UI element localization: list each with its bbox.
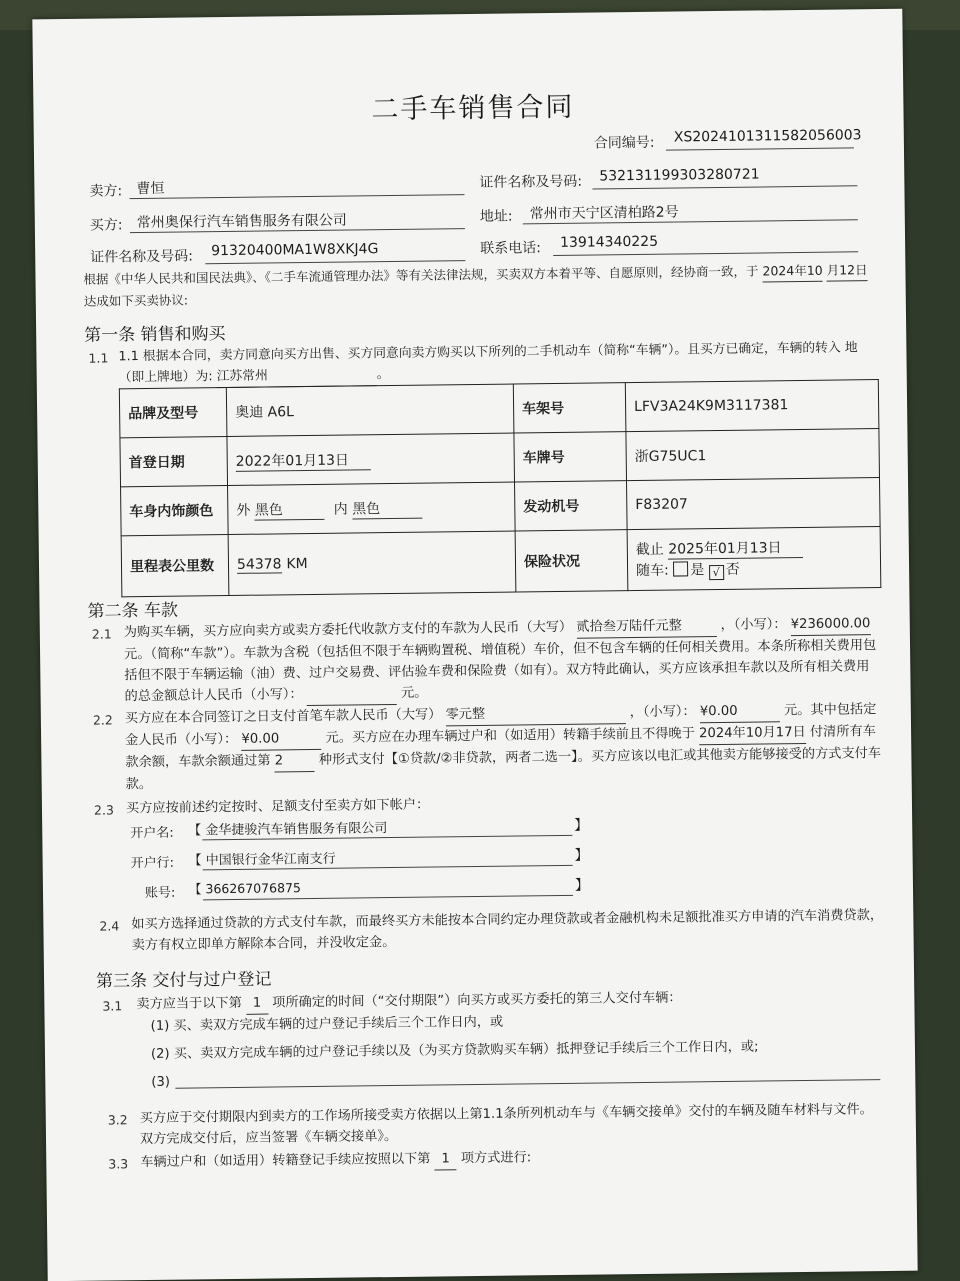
clause-3-1-option-2: (2) 买、卖双方完成车辆的过户登记手续以及（为买方贷款购买车辆）抵押登记手续后三个工作日内，或; [150,1039,759,1062]
account-no-field: 【 366267076875 [188,880,301,897]
clause-2-1-a: 为购买车辆，买方应向卖方或卖方委托代收款方支付的车款为人民币（大写） [123,619,573,641]
transfer-item: 1 [434,1148,456,1170]
clause-2-1-b: ，（小写）： [720,617,787,633]
underline [175,1079,880,1089]
interior-label: 内 [333,501,348,518]
clause-number: 2.2 [92,712,113,728]
underline [553,251,858,256]
clause-2-4: 如买方选择通过贷款的方式支付车款，而最终买方未能按本合同约定办理贷款或者金融机构未足额批准买方申请的汽车消费贷款，卖方有权立即单方解除本合同，并没收定金。 [131,908,884,954]
phone: 13914340225 [559,233,659,251]
vin-label: 车架号 [513,383,626,433]
clause-number: 3.3 [108,1156,129,1172]
mileage-cell [228,531,516,596]
insurance-follow-label: 随车: [636,562,669,580]
reg-date-label: 首登日期 [120,437,228,487]
account-bank: 中国银行金华江南支行 [205,851,336,869]
clause-number: 3.2 [107,1112,128,1128]
account-no: 366267076875 [205,880,301,897]
clause-number: 1.1 [88,350,109,366]
contract-no: XS20241013115820560​03 [673,127,862,146]
clause-3-1-b: 项所确定的时间（“交付期限”）向买方或买方委托的第三人交付车辆： [272,990,682,1011]
section-3-title: 第三条 交付与过户登记 [95,969,272,992]
clause-2-2 [125,699,884,795]
account-name-label: 开户名: [130,825,174,842]
price-upper: 贰拾叁万陆仟元整 [576,615,716,639]
account-name-field: 【 金华捷骏汽车销售服务有限公司 [188,821,388,839]
exterior-label: 外 [236,502,251,519]
interior-color: 黑色 [352,497,422,519]
clause-number: 2.4 [99,918,120,934]
payoff-date: 2024年10月17日 [699,722,806,745]
account-bank-field: 【 中国银行金华江南支行 [188,851,336,869]
address: 常州市天宁区清柏路2号 [529,204,679,223]
checkbox-no: √ [709,565,724,580]
buyer-id: 91320400MA1W8XKJ4G [211,241,379,260]
first-payment-upper: 零元整 [445,702,625,726]
engine-label: 发动机号 [515,481,628,531]
account-name: 金华捷骏汽车销售服务有限公司 [205,821,388,839]
bracket: 】 [574,877,590,894]
clause-2-2-f: 种形式支付【①贷款/②非贷款，两者二选一】。买方应该以电汇或其他卖方能够接受的方式支付车款。 [125,746,882,793]
checkbox-no-label: 否 [725,561,740,578]
reg-date-value: 2022年01月13日 [236,449,371,472]
intro-a: 根据《中华人民共和国民法典》、《二手车流通管理办法》等有关法律法规，买卖双方本着平等、自愿原则，经协商一致，于 [83,263,759,287]
phone-label: 联系电话: [480,240,541,257]
contract-no-label: 合同编号: [593,134,655,152]
exterior-color: 黑色 [255,498,325,520]
insurance-until-date: 2025年01月13日 [668,537,803,560]
clause-2-2-a: 买方应在本合同签订之日支付首笔车款人民币（大写） [124,707,442,727]
payment-way: 2 [275,750,315,772]
section-2-title: 第二条 车款 [87,600,179,622]
insurance-cell [627,527,881,591]
mileage-label: 里程表公里数 [121,535,229,597]
transfer-place: 江苏常州 [217,364,377,388]
plate-label: 车牌号 [514,432,627,482]
checkbox-yes [673,561,688,576]
clause-number: 2.1 [91,626,112,642]
contract-page [32,9,917,1281]
delivery-item: 1 [246,993,268,1015]
checkbox-yes-label: 是 [690,562,705,579]
vehicle-table [119,379,881,597]
intro-text [83,259,873,312]
reg-date-cell [227,433,515,486]
clause-3-1-a: 卖方应当于以下第 [136,995,242,1013]
clause-2-2-d: 元。买方应在办理车辆过户和（如适用）转籍手续前且不得晚于 [325,726,695,746]
underline [592,185,857,189]
bracket: 】 [574,817,589,834]
clause-1-1-text2: 地（即上牌地）为: [118,340,858,386]
intro-date1: 2024年10 [762,260,822,283]
first-payment-amount: ¥0.00 [700,700,780,723]
total-amount-blank [307,683,397,706]
mileage-unit: KM [286,555,308,572]
brand-value: 奥迪 A6L [226,384,514,437]
address-label: 地址: [479,208,513,225]
clause-3-2: 买方应于交付期限内到卖方的工作场所接受卖方依据以上第1.1条所列机动车与《车辆交接单》交付的车辆及随车材料与文件。双方完成交付后，应当签署《车辆交接单》。 [139,1102,873,1148]
intro-date2: 月12日 [827,259,868,281]
clause-1-1: 1.1 根据本合同，卖方同意向买方出售、买方同意向卖方购买以下所列的二手机动车（简称“车辆”）。且买方已确定，车辆的转入 地（即上牌地）为: 江苏常州 。 [118,337,878,389]
buyer-name: 常州奥保行汽车销售服务有限公司 [136,212,347,232]
page-title: 二手车销售合同 [371,91,575,126]
clause-2-2-b: ，（小写）： [629,704,696,721]
table-row [121,527,881,597]
clause-number: 3.1 [102,998,123,1014]
seller-id: 532131199303280721 [599,166,760,185]
buyer-id-label: 证件名称及号码: [90,248,194,266]
clause-number: 2.3 [93,802,114,818]
insurance-label: 保险状况 [515,530,628,592]
clause-2-1 [124,613,883,708]
mileage-value: 54378 [236,555,282,573]
section-1-title: 第一条 销售和购买 [84,324,226,346]
clause-3-3-b: 项方式进行: [460,1150,532,1167]
clause-2-1-d: 元。 [400,685,428,701]
underline [666,147,854,150]
plate-value: 浙G75UC1 [626,429,880,481]
buyer-label: 买方: [89,217,123,234]
clause-2-1-c: 元。（简称“车款”）。车款为含税（包括但不限于车辆购置税、增值税）车价，但不包含车辆的任何相关费用。本条所称相关费用包括但不限于车辆运输（油）费、过户交易费、评估验车费和保险费（如有）。双方特此确认，买方应该承担车款以及所有相关费用的总金额总计人民币（小写）： [124,638,877,705]
clause-3-1-option-1: (1) 买、卖双方完成车辆的过户登记手续后三个工作日内，或 [150,1014,504,1034]
account-no-label: 账号: [144,885,176,902]
engine-value: F83207 [627,478,881,530]
insurance-until-label: 截止 [635,541,664,559]
intro-b: 达成如下买卖协议: [83,292,189,309]
clause-2-2-c: 元。其中包括定金人民币（小写）： [125,702,877,749]
clause-2-2-e: 付清所有车款余额，车款余额通过第 [125,724,876,771]
price-amount: ¥236000.00 [791,613,871,636]
deposit-amount: ¥0.00 [241,728,321,751]
vin-value: LFV3A24K9M3117381 [625,380,879,432]
underline [130,194,465,199]
brand-label: 品牌及型号 [119,388,227,438]
color-cell [228,482,516,535]
bracket: 】 [574,847,589,864]
clause-2-3: 买方应按前述约定按时、足额支付至卖方如下帐户： [125,797,430,817]
account-bank-label: 开户行: [130,855,175,872]
seller-label: 卖方: [89,183,123,200]
clause-3-3-a: 车辆过户和（如适用）转籍登记手续应按照以下第 [140,1151,431,1171]
clause-3-1-option-3: (3) [151,1074,171,1090]
seller-name: 曹恒 [136,180,165,198]
seller-id-label: 证件名称及号码: [479,173,583,191]
clause-1-1-text: 1.1 根据本合同，卖方同意向买方出售、买方同意向卖方购买以下所列的二手机动车（简称“车辆”）。且买方已确定，车辆的转入 [118,340,841,365]
color-label: 车身内饰颜色 [121,486,229,536]
